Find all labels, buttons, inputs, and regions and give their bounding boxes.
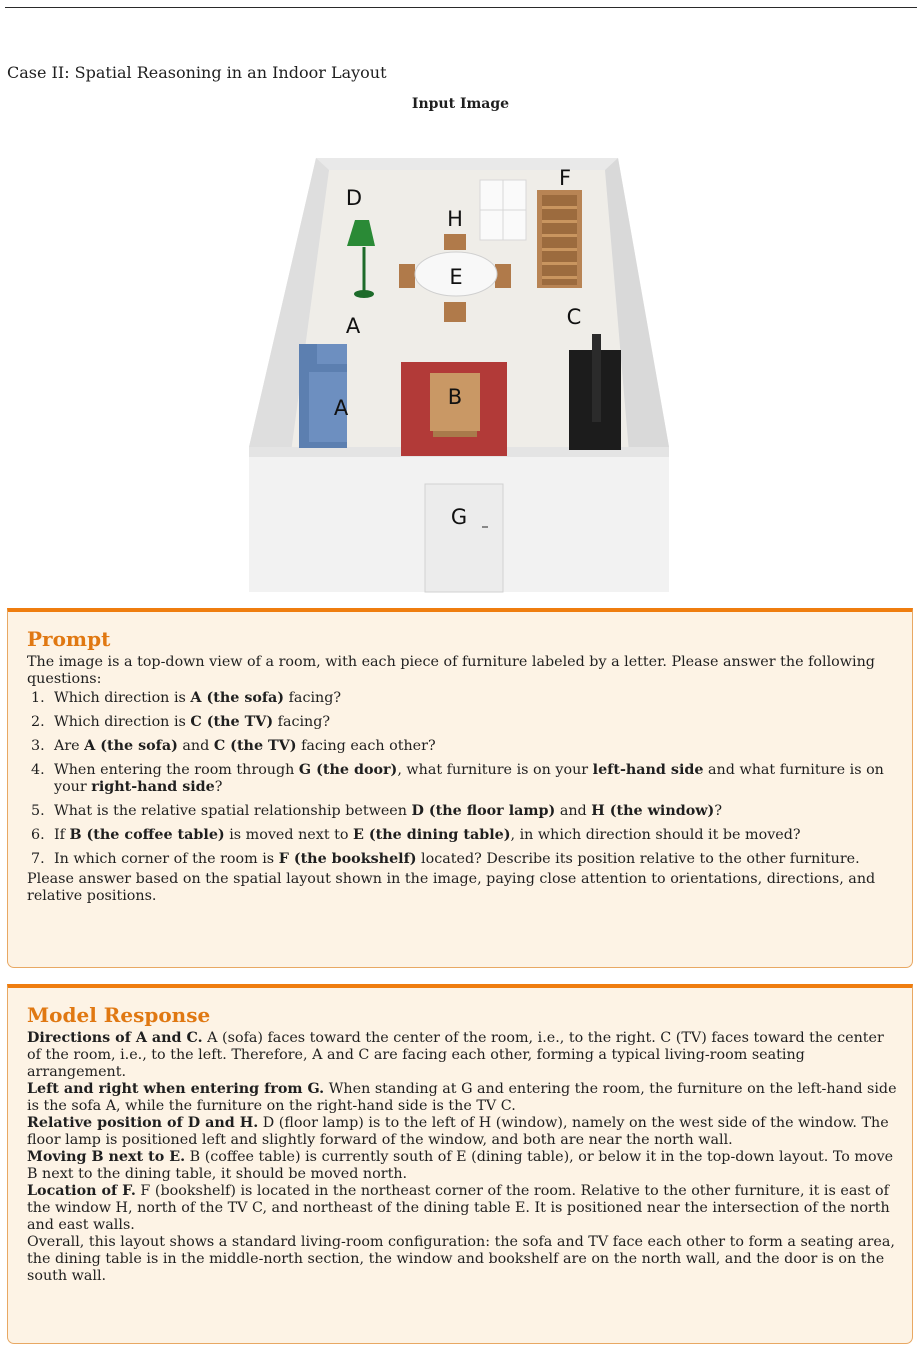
response-title: Model Response xyxy=(27,1003,211,1027)
label-E: E xyxy=(449,265,463,289)
response-paragraph: Moving B next to E. B (coffee table) is currently south of E (dining table), or below it in the top-down layout. To move B next to the dining table, it should be moved north. xyxy=(27,1149,894,1182)
label-G: G xyxy=(450,505,468,529)
question-item: 2. Which direction is C (the TV) facing? xyxy=(31,714,331,730)
response-paragraph: Overall, this layout shows a standard living-room configuration: the sofa and TV face each other to form a seating area, the dining table is in the middle-north section, the window and bookshelf are on the north wall, and the door is on the south wall. xyxy=(27,1234,895,1284)
prompt-card xyxy=(7,608,913,968)
label-A-upper: A xyxy=(345,314,361,338)
response-paragraph: Location of F. F (bookshelf) is located in the northeast corner of the room. Relative to the other furniture, it is east of the window H, north of the TV C, and northeast of the dining table E. It is positioned near the intersection of the north and east walls. xyxy=(27,1183,890,1233)
top-rule xyxy=(5,7,917,8)
prompt-intro: The image is a top-down view of a room, with each piece of furniture labeled by a letter. Please answer the following questions: xyxy=(27,654,875,687)
label-C: C xyxy=(566,305,582,329)
label-F: F xyxy=(558,166,572,190)
prompt-outro: Please answer based on the spatial layout shown in the image, paying close attention to orientations, directions, and relative positions. xyxy=(27,871,876,904)
response-paragraph: Relative position of D and H. D (floor lamp) is to the left of H (window), namely on the west side of the window. The floor lamp is positioned left and slightly forward of the window, and both are near the north wall. xyxy=(27,1115,889,1148)
case-title: Case II: Spatial Reasoning in an Indoor Layout xyxy=(7,63,387,82)
label-A-sofa: A xyxy=(333,396,349,420)
figure-caption: Input Image xyxy=(411,96,510,112)
question-list xyxy=(27,690,898,868)
prompt-title: Prompt xyxy=(27,627,111,651)
question-item: 6. If B (the coffee table) is moved next to E (the dining table), in which direction should it be moved? xyxy=(31,827,801,843)
label-H: H xyxy=(447,207,463,231)
response-paragraph: Left and right when entering from G. When standing at G and entering the room, the furniture on the left-hand side is the sofa A, while the furniture on the right-hand side is the TV C. xyxy=(27,1081,897,1114)
response-card xyxy=(7,984,913,1344)
room-layout-image xyxy=(133,122,788,599)
question-item: 1. Which direction is A (the sofa) facing? xyxy=(31,690,342,706)
question-item: 7. In which corner of the room is F (the bookshelf) located? Describe its position relative to the other furniture. xyxy=(31,851,860,867)
question-item: 3. Are A (the sofa) and C (the TV) facing each other? xyxy=(31,738,436,754)
tv-stand xyxy=(569,334,621,450)
label-D: D xyxy=(345,186,363,210)
window xyxy=(480,180,526,240)
question-item: 4. When entering the room through G (the door), what furniture is on your left-hand side and what furniture is on your right-hand side? xyxy=(31,762,884,795)
label-B: B xyxy=(447,385,463,409)
bookshelf xyxy=(537,190,582,288)
response-paragraph: Directions of A and C. A (sofa) faces toward the center of the room, i.e., to the right. C (TV) faces toward the center of the room, i.e., to the left. Therefore, A and C are facing each other, forming a typical living-room seating arrangement. xyxy=(27,1030,884,1080)
question-item: 5. What is the relative spatial relationship between D (the floor lamp) and H (the window)? xyxy=(31,803,722,819)
door xyxy=(425,484,503,592)
